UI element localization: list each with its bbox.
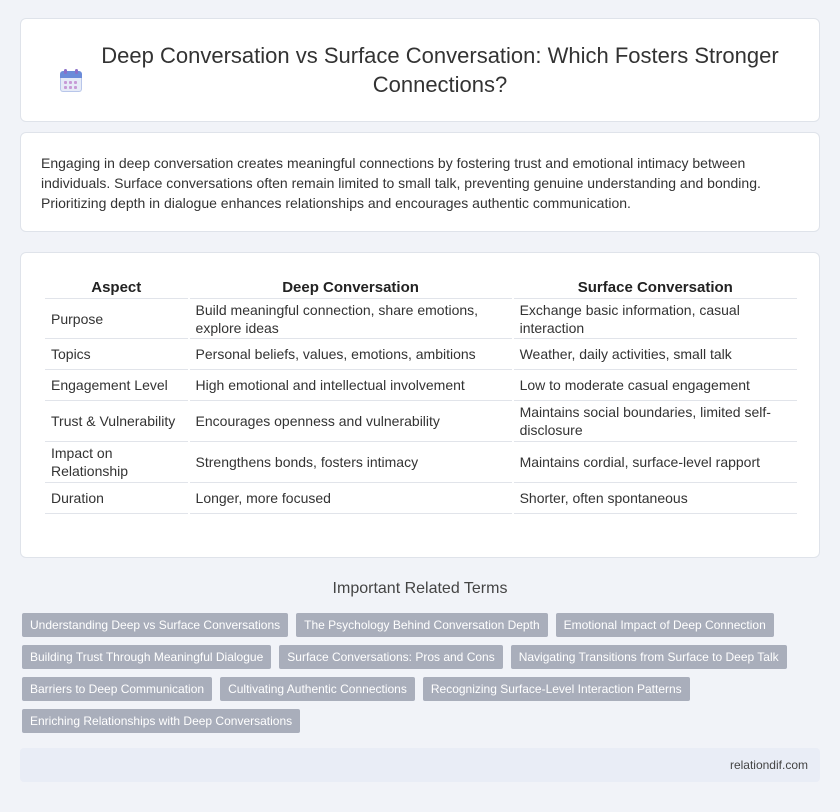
related-tag[interactable]: Emotional Impact of Deep Connection: [556, 613, 774, 637]
cell-aspect: Trust & Vulnerability: [45, 401, 188, 442]
footer-site-link[interactable]: relationdif.com: [729, 758, 808, 772]
related-tag[interactable]: Building Trust Through Meaningful Dialogue: [22, 645, 271, 669]
table-row: [45, 401, 797, 442]
cell-aspect: Purpose: [45, 299, 188, 339]
related-tag[interactable]: Barriers to Deep Communication: [22, 677, 212, 701]
header-aspect: Aspect: [45, 273, 188, 299]
cell-aspect: Impact on Relationship: [45, 442, 188, 483]
table-header-row: [45, 273, 797, 299]
cell-surface: Shorter, often spontaneous: [514, 483, 797, 514]
title-wrap: [60, 41, 780, 99]
intro-text: Engaging in deep conversation creates meaningful connections by fostering trust and emotional intimacy between individuals. Surface conversations often remain limited to small talk, preventing genuine understanding and bonding. Prioritizing depth in dialogue enhances relationships and encourages authentic communication.: [41, 155, 761, 211]
table-row: [45, 339, 797, 370]
table-row: [45, 442, 797, 483]
calendar-icon: [60, 69, 82, 93]
cell-deep: Personal beliefs, values, emotions, ambitions: [190, 339, 512, 370]
table-row: [45, 370, 797, 401]
comparison-card: [20, 252, 820, 558]
related-terms-tags: [22, 613, 802, 741]
comparison-table: [43, 273, 799, 514]
title-card: [20, 18, 820, 122]
cell-deep: Encourages openness and vulnerability: [190, 401, 512, 442]
page-title: Deep Conversation vs Surface Conversation: Which Fosters Stronger Connections?: [101, 43, 779, 97]
intro-card: [20, 132, 820, 232]
related-tag[interactable]: Navigating Transitions from Surface to Deep Talk: [511, 645, 787, 669]
related-tag[interactable]: Cultivating Authentic Connections: [220, 677, 415, 701]
cell-deep: Build meaningful connection, share emotions, explore ideas: [190, 299, 512, 339]
cell-aspect: Topics: [45, 339, 188, 370]
cell-deep: Longer, more focused: [190, 483, 512, 514]
header-deep: Deep Conversation: [190, 273, 512, 299]
related-terms-title: Important Related Terms: [332, 580, 508, 597]
cell-surface: Weather, daily activities, small talk: [514, 339, 797, 370]
related-tag[interactable]: Recognizing Surface-Level Interaction Patterns: [423, 677, 690, 701]
cell-aspect: Engagement Level: [45, 370, 188, 401]
cell-deep: Strengthens bonds, fosters intimacy: [190, 442, 512, 483]
table-row: [45, 483, 797, 514]
related-tag[interactable]: Enriching Relationships with Deep Conversations: [22, 709, 300, 733]
cell-deep: High emotional and intellectual involvement: [190, 370, 512, 401]
related-tag[interactable]: Understanding Deep vs Surface Conversations: [22, 613, 288, 637]
related-tag[interactable]: The Psychology Behind Conversation Depth: [296, 613, 547, 637]
cell-surface: Low to moderate casual engagement: [514, 370, 797, 401]
header-surface: Surface Conversation: [514, 273, 797, 299]
cell-surface: Exchange basic information, casual interaction: [514, 299, 797, 339]
cell-surface: Maintains cordial, surface-level rapport: [514, 442, 797, 483]
table-row: [45, 299, 797, 339]
footer: [20, 748, 820, 782]
cell-aspect: Duration: [45, 483, 188, 514]
related-tag[interactable]: Surface Conversations: Pros and Cons: [279, 645, 502, 669]
cell-surface: Maintains social boundaries, limited self-disclosure: [514, 401, 797, 442]
